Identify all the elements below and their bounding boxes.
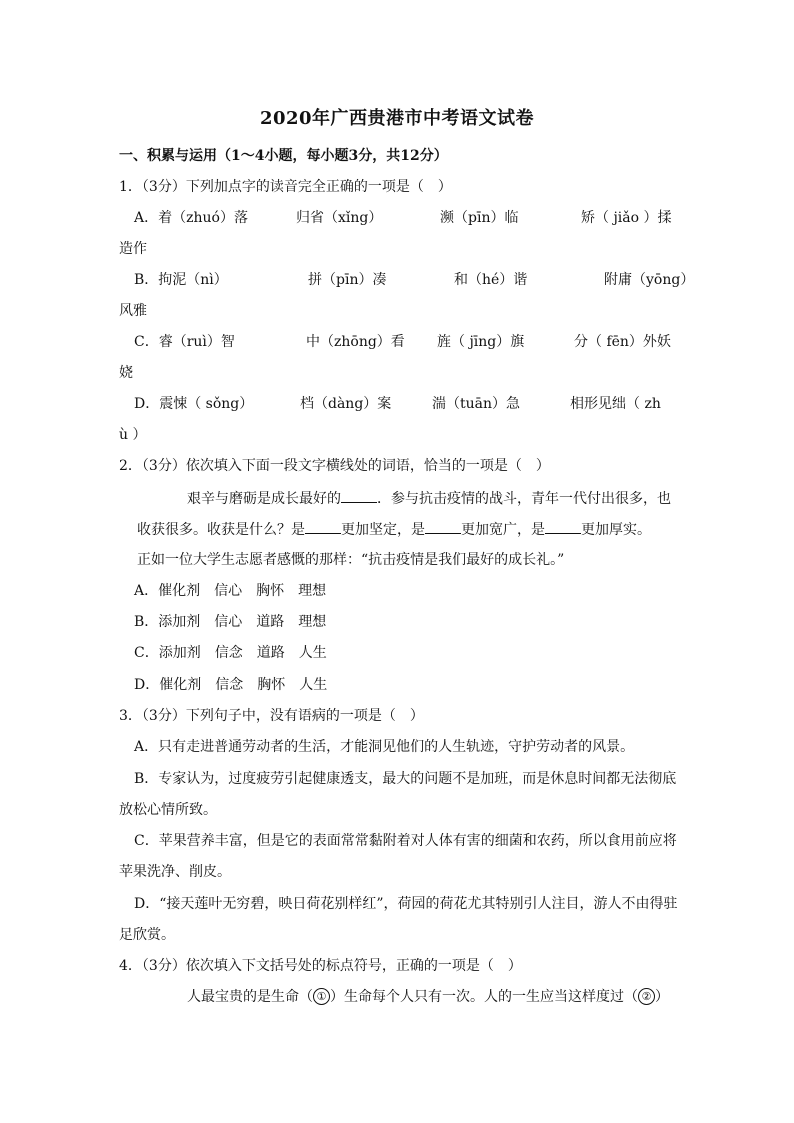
q1-a-item: 矫（ jiǎo ）揉 xyxy=(581,210,672,226)
q3-option-a: A．只有走进普通劳动者的生活，才能洞见他们的人生轨迹，守护劳动者的风景。 xyxy=(134,739,635,755)
q2-d-item: D．催化剂 xyxy=(134,677,202,693)
q2-passage-line-1 xyxy=(187,488,671,509)
q2-d-item: 人生 xyxy=(299,677,328,693)
circled-number: ① xyxy=(313,988,330,1005)
q3-option-c: C．苹果营养丰富，但是它的表面常常黏附着对人体有害的细菌和农药，所以食用前应将 xyxy=(134,833,677,849)
section-heading: 一、积累与运用（1～4小题，每小题3分，共12分） xyxy=(119,148,448,164)
q3-option-b: B．专家认为，过度疲劳引起健康透支，最大的问题不是加班，而是休息时间都无法彻底 xyxy=(134,771,677,787)
q3-option-c-wrap: 苹果洗净、削皮。 xyxy=(119,864,231,880)
q1-c-item: 旌（ jīng）旗 xyxy=(437,334,525,350)
q2-a-item: 理想 xyxy=(298,583,327,599)
q2-passage-line-2 xyxy=(137,519,651,540)
answer-blank xyxy=(341,488,377,503)
q2-stem: 2．（3分）依次填入下面一段文字横线处的词语，恰当的一项是（ ） xyxy=(119,458,550,474)
q1-d-item: 湍（tuān）急 xyxy=(432,396,521,412)
q1-option-a-wrap: 造作 xyxy=(119,241,147,257)
exam-title: 2020年广西贵港市中考语文试卷 xyxy=(259,108,535,129)
q2-c-item: 信念 xyxy=(214,645,243,661)
q2-text: 更加宽广，是 xyxy=(461,522,545,538)
q2-text: ．参与抗击疫情的战斗，青年一代付出很多，也 xyxy=(377,491,671,507)
q2-d-item: 胸怀 xyxy=(257,677,286,693)
q1-option-d-wrap: ù ） xyxy=(119,427,147,443)
q2-c-item: C．添加剂 xyxy=(134,645,201,661)
q1-d-item: 相形见绌（ zh xyxy=(570,396,661,412)
q2-a-item: 胸怀 xyxy=(256,583,285,599)
q2-text: 收获很多。收获是什么？是 xyxy=(137,522,305,538)
q3-stem: 3．（3分）下列句子中，没有语病的一项是（ ） xyxy=(119,708,424,724)
q4-text: 人最宝贵的是生命（ xyxy=(187,989,313,1005)
q2-a-item: 信心 xyxy=(214,583,243,599)
q2-passage-line-3: 正如一位大学生志愿者感慨的那样：“抗击疫情是我们最好的成长礼。” xyxy=(137,552,565,568)
q2-a-item: A．催化剂 xyxy=(134,583,201,599)
q2-option-c xyxy=(134,643,327,663)
q2-b-item: B．添加剂 xyxy=(134,614,201,630)
q1-d-item: 档（dàng）案 xyxy=(300,396,392,412)
q2-option-a xyxy=(134,581,326,601)
q2-text: 艰辛与磨砺是成长最好的 xyxy=(187,491,341,507)
answer-blank xyxy=(305,519,341,534)
q3-option-d: D．“接天莲叶无穷碧，映日荷花别样红”，荷园的荷花尤其特别引人注目，游人不由得驻 xyxy=(134,896,678,912)
q2-option-b xyxy=(134,612,326,632)
q1-b-item: 和（hé）谐 xyxy=(454,272,528,288)
q1-b-item: 拼（pīn）凑 xyxy=(308,272,387,288)
q2-text: 更加厚实。 xyxy=(581,522,651,538)
q2-c-item: 道路 xyxy=(256,645,285,661)
answer-blank xyxy=(425,519,461,534)
q1-stem: 1．（3分）下列加点字的读音完全正确的一项是（ ） xyxy=(119,179,452,195)
q1-c-item: C．睿（ruì）智 xyxy=(134,334,235,350)
q4-passage-line-1 xyxy=(187,987,669,1007)
q2-d-item: 信念 xyxy=(215,677,244,693)
q1-c-item: 中（zhōng）看 xyxy=(306,334,405,350)
q1-b-item: B．拘泥（nì） xyxy=(134,272,228,288)
q1-a-item: 濒（pīn）临 xyxy=(440,210,519,226)
q2-c-item: 人生 xyxy=(298,645,327,661)
q2-b-item: 信心 xyxy=(214,614,243,630)
q2-b-item: 道路 xyxy=(256,614,285,630)
q4-text: ）生命每个人只有一次。人的一生应当这样度过（ xyxy=(330,989,638,1005)
q4-stem: 4．（3分）依次填入下文括号处的标点符号，正确的一项是（ ） xyxy=(119,958,522,974)
q1-c-item: 分（ fēn）外妖 xyxy=(574,334,671,350)
q1-a-item: A．着（zhuó）落 xyxy=(134,210,248,226)
q1-b-item: 附庸（yōng） xyxy=(604,272,695,288)
answer-blank xyxy=(545,519,581,534)
q3-option-d-wrap: 足欣赏。 xyxy=(119,927,175,943)
q1-a-item: 归省（xǐng） xyxy=(296,210,383,226)
q1-option-b-wrap: 风雅 xyxy=(119,303,147,319)
q2-b-item: 理想 xyxy=(298,614,327,630)
circled-number: ② xyxy=(638,988,655,1005)
q1-d-item: D．震悚（ sǒng） xyxy=(134,396,254,412)
q3-option-b-wrap: 放松心情所致。 xyxy=(119,802,217,818)
q2-option-d xyxy=(134,675,327,695)
q4-text: ） xyxy=(655,989,669,1005)
q1-option-c-wrap: 娆 xyxy=(119,365,133,381)
q2-text: 更加坚定，是 xyxy=(341,522,425,538)
